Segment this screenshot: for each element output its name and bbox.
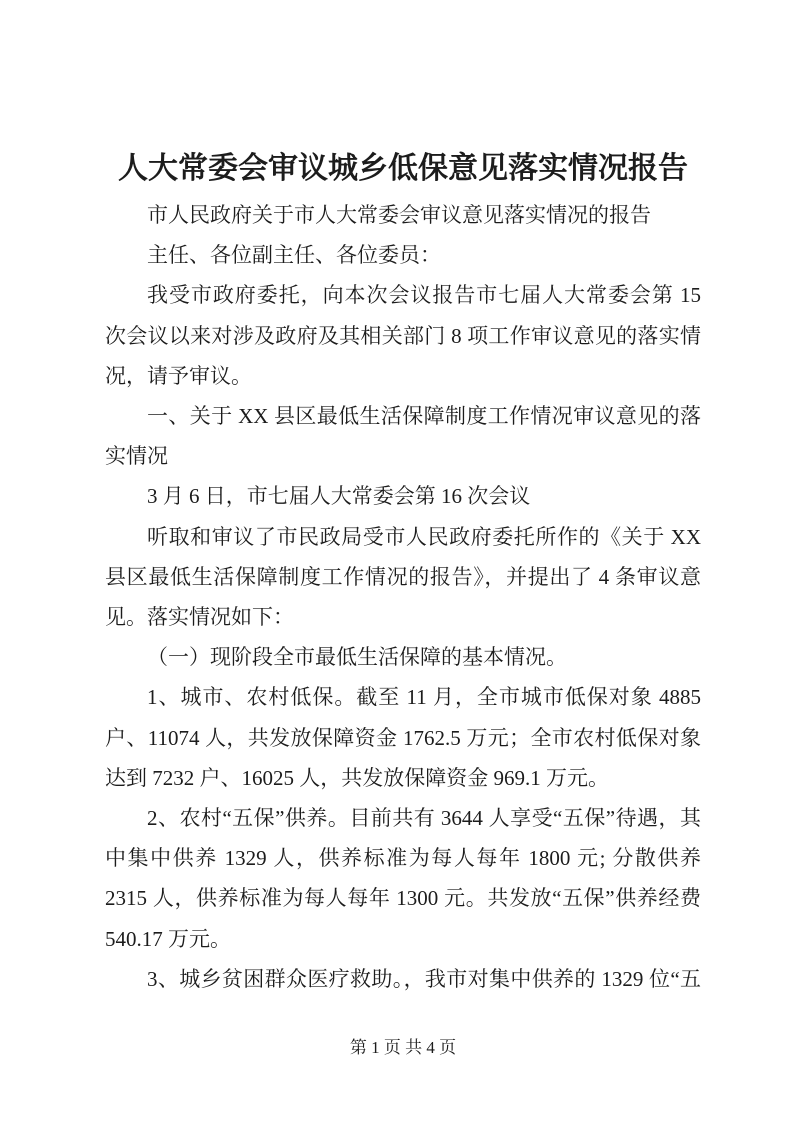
subsection-heading-paragraph: （一）现阶段全市最低生活保障的基本情况。 xyxy=(147,645,567,670)
document-content xyxy=(105,146,701,999)
salutation-paragraph: 主任、各位副主任、各位委员： xyxy=(147,243,441,268)
document-title: 人大常委会审议城乡低保意见落实情况报告 xyxy=(118,152,688,185)
meeting-date-paragraph: 3 月 6 日，市七届人大常委会第 16 次会议 xyxy=(147,484,531,509)
wubao-support-paragraph: 2、农村“五保”供养。目前共有 3644 人享受“五保”待遇，其中集中供养 1329 人，供养标准为每人每年 1800 元; 分散供养 2315 人，供养标准为每人每年 1300 元。共发放“五保”供养经费 540.17 万元。 xyxy=(105,806,701,951)
page-footer xyxy=(105,1036,701,1060)
urban-rural-dibao-paragraph: 1、城市、农村低保。截至 11 月，全市城市低保对象 4885 户、11074 人，共发放保障资金 1762.5 万元；全市农村低保对象达到 7232 户、16025 人，共发放保障资金 969.1 万元。 xyxy=(105,685,701,790)
medical-aid-paragraph-cutoff: 3、城乡贫困群众医疗救助。，我市对集中供养的 1329 位“五 xyxy=(147,966,701,991)
intro-paragraph: 我受市政府委托，向本次会议报告市七届人大常委会第 15 次会议以来对涉及政府及其相关部门 8 项工作审议意见的落实情况，请予审议。 xyxy=(105,283,701,388)
section-heading-paragraph: 一、关于 XX 县区最低生活保障制度工作情况审议意见的落实情况 xyxy=(105,404,701,469)
review-report-paragraph: 听取和审议了市民政局受市人民政府委托所作的《关于 XX 县区最低生活保障制度工作情况的报告》，并提出了 4 条审议意见。落实情况如下： xyxy=(105,524,701,630)
subtitle-paragraph: 市人民政府关于市人大常委会审议意见落实情况的报告 xyxy=(147,203,651,227)
page-number-label: 第 1 页 共 4 页 xyxy=(349,1038,457,1057)
